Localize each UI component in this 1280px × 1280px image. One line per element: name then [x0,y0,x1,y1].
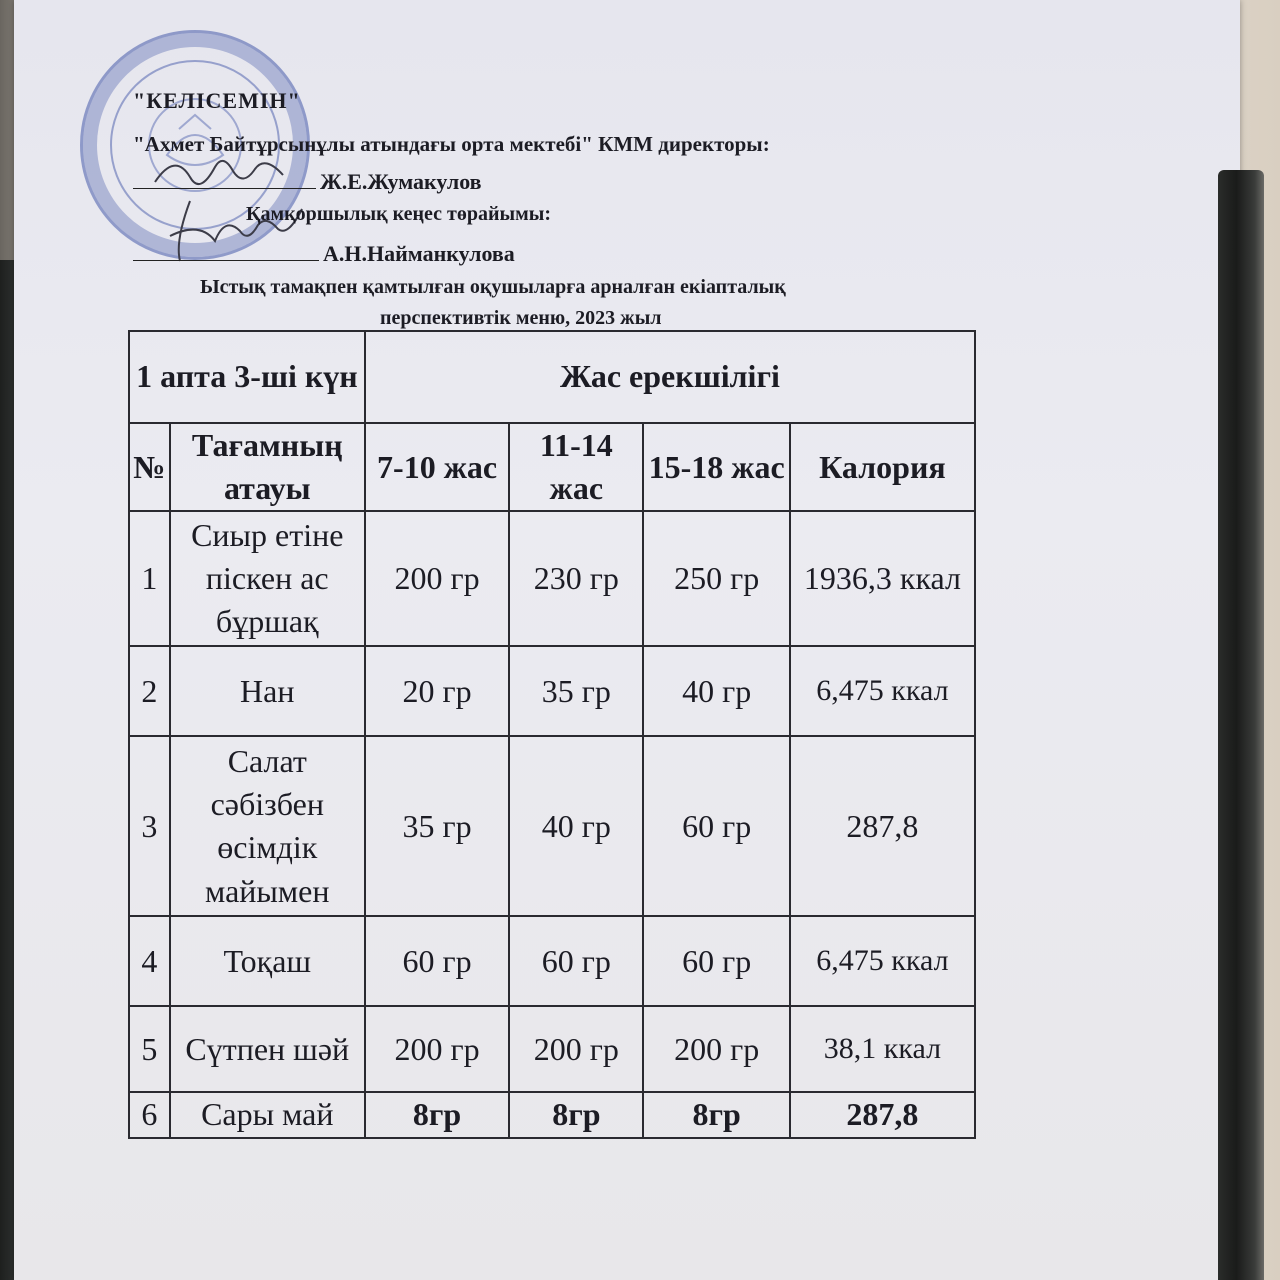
calories: 287,8 [790,1092,975,1137]
dish-name: Сары май [170,1092,365,1137]
column-header-number: № [129,423,170,511]
portion-7-10: 20 гр [365,646,509,736]
dish-name: Салат сәбізбен өсімдік майымен [170,736,365,916]
row-number: 2 [129,646,170,736]
portion-11-14: 8гр [509,1092,643,1137]
row-number: 3 [129,736,170,916]
row-number: 6 [129,1092,170,1137]
column-header-age-15-18: 15-18 жас [643,423,789,511]
row-number: 4 [129,916,170,1006]
portion-7-10: 60 гр [365,916,509,1006]
table-row [129,1006,975,1092]
calories: 38,1 ккал [790,1006,975,1092]
calories: 287,8 [790,736,975,916]
age-group-header: Жас ерекшілігі [365,331,975,423]
director-signature-line [133,168,482,195]
portion-7-10: 200 гр [365,511,509,646]
portion-15-18: 40 гр [643,646,789,736]
dish-name: Нан [170,646,365,736]
school-director-line: "Ахмет Байтұрсынұлы атындағы орта мектебі" КММ директоры: [133,132,770,156]
menu-table [128,330,976,1139]
portion-15-18: 200 гр [643,1006,789,1092]
column-header-age-7-10: 7-10 жас [365,423,509,511]
council-name: А.Н.Найманкулова [323,241,515,266]
signature-underline [133,240,319,261]
dish-name: Тоқаш [170,916,365,1006]
column-header-dish: Тағамның атауы [170,423,365,511]
table-row [129,916,975,1006]
portion-15-18: 8гр [643,1092,789,1137]
portion-15-18: 250 гр [643,511,789,646]
portion-15-18: 60 гр [643,736,789,916]
portion-7-10: 200 гр [365,1006,509,1092]
table-row [129,646,975,736]
portion-11-14: 35 гр [509,646,643,736]
document-title-line-2: перспективтік меню, 2023 жыл [380,307,662,329]
dish-name: Сиыр етіне піскен ас бұршақ [170,511,365,646]
council-title: Қамқоршылық кеңес төрайымы: [246,203,552,225]
table-row [129,736,975,916]
table-row [129,1092,975,1137]
calories: 1936,3 ккал [790,511,975,646]
portion-11-14: 40 гр [509,736,643,916]
approval-heading: "КЕЛІСЕМІН" [133,88,301,113]
column-header-age-11-14: 11-14 жас [509,423,643,511]
calories: 6,475 ккал [790,646,975,736]
director-name: Ж.Е.Жумакулов [320,169,482,194]
portion-7-10: 35 гр [365,736,509,916]
right-tape-strip [1218,170,1264,1280]
portion-11-14: 60 гр [509,916,643,1006]
portion-15-18: 60 гр [643,916,789,1006]
calories: 6,475 ккал [790,916,975,1006]
table-row [129,511,975,646]
council-signature-line [133,240,515,267]
row-number: 5 [129,1006,170,1092]
row-number: 1 [129,511,170,646]
column-header-calories: Калория [790,423,975,511]
portion-11-14: 200 гр [509,1006,643,1092]
day-label-cell: 1 апта 3-ші күн [129,331,365,423]
portion-7-10: 8гр [365,1092,509,1137]
signature-underline [133,168,316,189]
dish-name: Сүтпен шәй [170,1006,365,1092]
document-title-line-1: Ыстық тамақпен қамтылған оқушыларға арналған екіапталық [200,276,786,298]
portion-11-14: 230 гр [509,511,643,646]
